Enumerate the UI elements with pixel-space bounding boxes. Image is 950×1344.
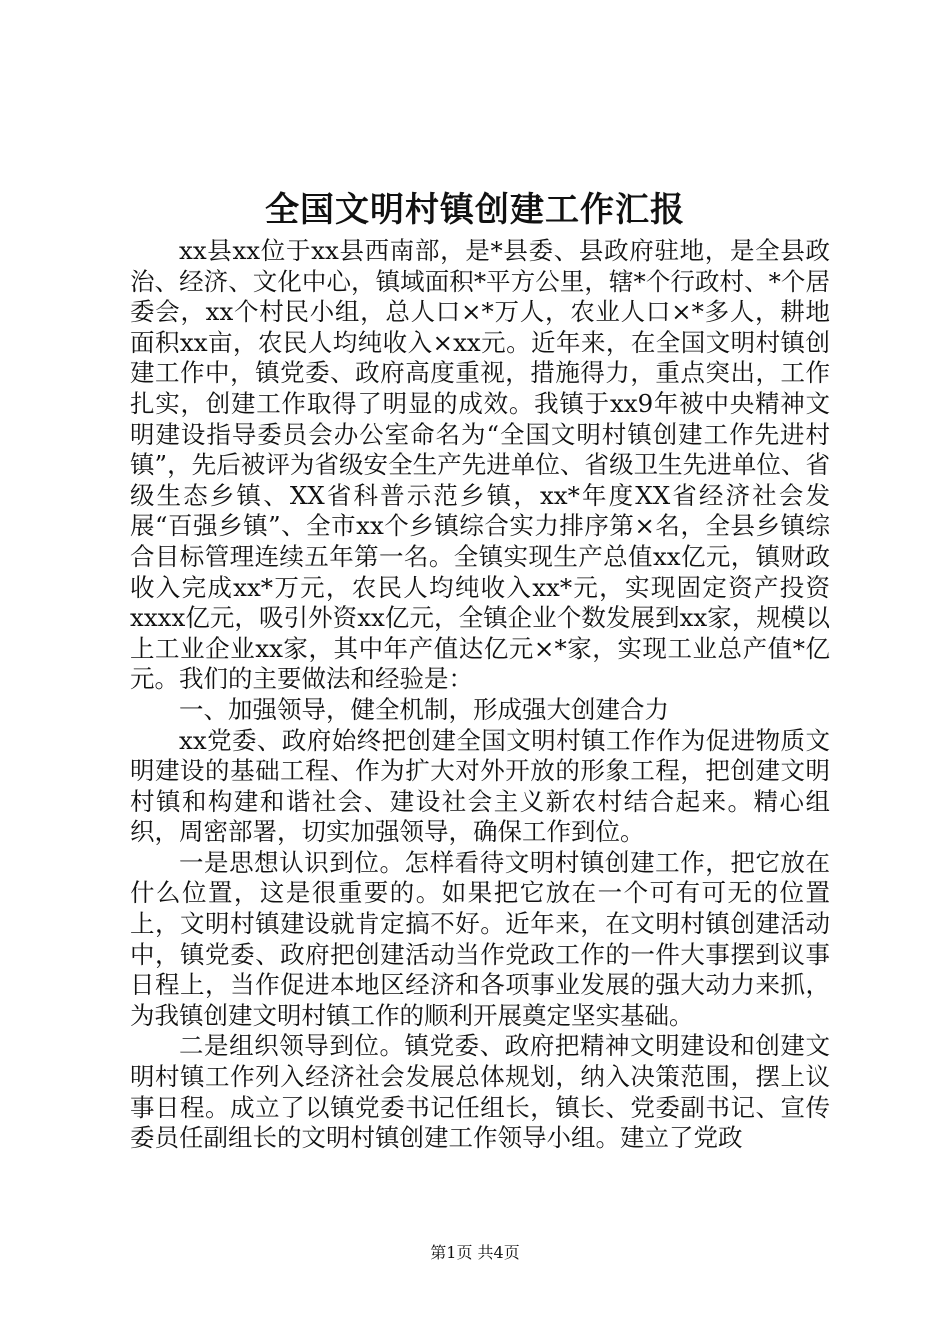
paragraph-section-1-intro: xx党委、政府始终把创建全国文明村镇工作作为促进物质文明建设的基础工程、作为扩大对外开放的形象工程，把创建文明村镇和构建和谐社会、建设社会主义新农村结合起来。精心组织，周密部署，切实加强领导，确保工作到位。 — [130, 725, 830, 847]
document-body — [130, 236, 830, 1154]
paragraph-point-2: 二是组织领导到位。镇党委、政府把精神文明建设和创建文明村镇工作列入经济社会发展总体规划，纳入决策范围，摆上议事日程。成立了以镇党委书记任组长，镇长、党委副书记、宣传委员任副组长的文明村镇创建工作领导小组。建立了党政 — [130, 1031, 830, 1153]
paragraph-intro: xx县xx位于xx县西南部，是*县委、县政府驻地，是全县政治、经济、文化中心，镇域面积*平方公里，辖*个行政村、*个居委会，xx个村民小组，总人口×*万人，农业人口×*多人，耕地面积xx亩，农民人均纯收入×xx元。近年来，在全国文明村镇创建工作中，镇党委、政府高度重视，措施得力，重点突出，工作扎实，创建工作取得了明显的成效。我镇于xx9年被中央精神文明建设指导委员会办公室命名为“全国文明村镇创建工作先进村镇”，先后被评为省级安全生产先进单位、省级卫生先进单位、省级生态乡镇、XX省科普示范乡镇，xx*年度XX省经济社会发展“百强乡镇”、全市xx个乡镇综合实力排序第×名，全县乡镇综合目标管理连续五年第一名。全镇实现生产总值xx亿元，镇财政收入完成xx*万元，农民人均纯收入xx*元，实现固定资产投资xxxx亿元，吸引外资xx亿元，全镇企业个数发展到xx家，规模以上工业企业xx家，其中年产值达亿元×*家，实现工业总产值*亿元。我们的主要做法和经验是： — [130, 236, 830, 694]
section-heading-1: 一、加强领导，健全机制，形成强大创建合力 — [179, 694, 669, 724]
paragraph-point-1: 一是思想认识到位。怎样看待文明村镇创建工作，把它放在什么位置，这是很重要的。如果把它放在一个可有可无的位置上，文明村镇建设就肯定搞不好。近年来，在文明村镇创建活动中，镇党委、政府把创建活动当作党政工作的一件大事摆到议事日程上，当作促进本地区经济和各项事业发展的强大动力来抓，为我镇创建文明村镇工作的顺利开展奠定坚实基础。 — [130, 847, 830, 1030]
document-title: 全国文明村镇创建工作汇报 — [265, 190, 685, 230]
page-footer: 第1页 共4页 — [430, 1243, 520, 1262]
